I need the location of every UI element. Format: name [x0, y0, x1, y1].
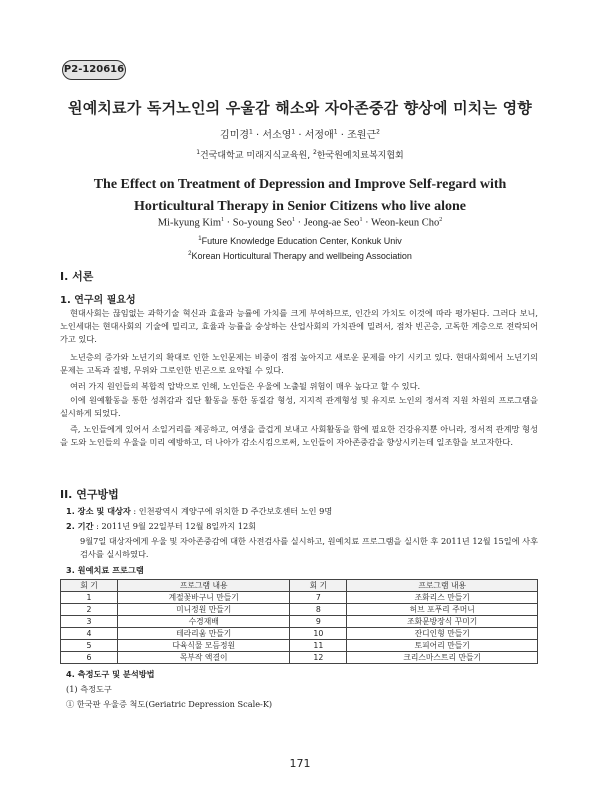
affil-en-1-sup: 1: [198, 236, 202, 242]
program-content: 테라리움 만들기: [118, 628, 290, 640]
author-4-sup: 2: [376, 128, 380, 136]
methods-item-2-label: 2. 기간: [66, 521, 94, 531]
methods-item-1: [66, 505, 332, 518]
table-row: [61, 604, 538, 616]
korean-authors: [0, 126, 600, 141]
table-row: [61, 592, 538, 604]
affil-2: 한국원예치료복지협회: [316, 151, 404, 161]
affil-en-2: Korean Horticultural Therapy and wellbeing Association: [191, 251, 412, 261]
author-en-4: Weon-keun Cho: [371, 217, 440, 229]
header-session-1: 회 기: [61, 580, 118, 592]
section-methods-heading: II. 연구방법: [60, 488, 119, 501]
affil-1-sup: 1: [196, 149, 201, 156]
program-content: 조화리스 만들기: [347, 592, 538, 604]
program-table: [60, 579, 538, 664]
author-en-4-sup: 2: [439, 217, 443, 223]
program-content: 잔디인형 만들기: [347, 628, 538, 640]
intro-paragraph-5: 즉, 노인들에게 있어서 소일거리를 제공하고, 여생을 즐겁게 보내고 사회활동을 함에 필요한 건강유지뿐 아니라, 정서적 관계망 형성을 도와 노인들의 우울을 미리 예방하고, 더 나아가 감소시킴으로써, 노인들이 자아존중감을 향상시키는데 일조함을 보고자한다.: [60, 424, 538, 447]
section-intro-heading: I. 서론: [60, 270, 94, 283]
paper-code-badge: P2-120616: [62, 60, 126, 80]
author-3: 서정애: [304, 130, 334, 141]
session-number: 1: [61, 592, 118, 604]
author-separator: ·: [224, 217, 233, 229]
program-content: 다육식물 모듬정원: [118, 640, 290, 652]
korean-affiliations: [0, 148, 600, 161]
english-title: [0, 174, 600, 218]
korean-title: 원예치료가 독거노인의 우울감 해소와 자아존중감 향상에 미치는 영향: [68, 99, 532, 117]
author-en-3: Jeong-ae Seo: [303, 217, 360, 229]
table-header-row: [61, 580, 538, 592]
affil-1: 건국대학교 미래지식교육원,: [200, 151, 311, 161]
methods-item-1-label: 1. 장소 및 대상자: [66, 506, 131, 516]
methods-item-4-sub-2: ① 한국판 우울증 척도(Geriatric Depression Scale-K): [66, 699, 273, 709]
subsection-necessity-heading: 1. 연구의 필요성: [60, 295, 136, 306]
session-number: 8: [290, 604, 347, 616]
session-number: 9: [290, 616, 347, 628]
table-row: [61, 628, 538, 640]
affil-2-sup: 2: [312, 149, 317, 156]
session-number: 12: [290, 652, 347, 664]
methods-item-4-sub-1: (1) 측정도구: [66, 684, 112, 694]
session-number: 5: [61, 640, 118, 652]
author-separator: ·: [362, 217, 371, 229]
author-en-2-sup: 1: [291, 217, 295, 223]
author-separator: ·: [337, 130, 348, 141]
author-en-2: So-young Seo: [232, 217, 292, 229]
session-number: 11: [290, 640, 347, 652]
english-title-line-2: Horticultural Therapy in Senior Citizens who live alone: [134, 199, 466, 214]
author-1-sup: 1: [249, 128, 253, 136]
author-en-1: Mi-kyung Kim: [157, 217, 222, 229]
author-separator: ·: [294, 217, 304, 229]
methods-item-2: [66, 520, 256, 533]
methods-item-3-label: 3. 원예치료 프로그램: [66, 565, 144, 575]
program-content: 허브 포푸리 주머니: [347, 604, 538, 616]
author-1: 김미경: [220, 130, 250, 141]
intro-paragraph-2: 노년층의 증가와 노년기의 확대로 인한 노인문제는 비중이 점점 높아지고 새로운 문제를 야기 시키고 있다. 현대사회에서 노년기의 문제는 고독과 질병, 무위와 그로인한 빈곤으로 요약될 수 있다.: [60, 352, 538, 375]
session-number: 4: [61, 628, 118, 640]
methods-item-2-text: : 2011년 9월 22일부터 12월 8일까지 12회: [93, 521, 257, 531]
affil-en-1: Future Knowledge Education Center, Konkuk Univ: [201, 236, 402, 246]
table-row: [61, 652, 538, 664]
session-number: 3: [61, 616, 118, 628]
methods-item-2-desc: 9월7일 대상자에게 우울 및 자아존중감에 대한 사전검사를 실시하고, 원예치료 프로그램을 실시한 후 2011년 12월 15일에 사후검사를 실시하였다.: [80, 536, 538, 559]
session-number: 2: [61, 604, 118, 616]
methods-item-4: [66, 668, 155, 681]
author-3-sup: 1: [333, 128, 338, 136]
english-title-line-1: The Effect on Treatment of Depression and Improve Self-regard with: [93, 177, 507, 192]
program-content: 조화문방장식 꾸미기: [347, 616, 538, 628]
program-content: 수경재배: [118, 616, 290, 628]
intro-paragraph-1: 현대사회는 끊임없는 과학기술 혁신과 효율과 능률에 가치를 크게 부여하므로, 인간의 가치도 이것에 따라 평가된다. 그러다 보니, 노인세대는 현대사회의 기술에 밀리고, 효율과 능률을 숭상하는 산업사회의 가치관에 밀려서, 점차 빈곤층, 고독한 계층으로 전락되어가고 있다.: [60, 308, 538, 344]
session-number: 7: [290, 592, 347, 604]
author-en-3-sup: 1: [359, 217, 363, 223]
page-number: 171: [289, 757, 311, 770]
program-content: 목부작 액결이: [118, 652, 290, 664]
header-content-2: 프로그램 내용: [347, 580, 538, 592]
intro-paragraph-4: 이에 원예활동을 통한 성취감과 집단 활동을 통한 동질감 형성, 지지적 관계형성 및 유지로 노인의 정서적 지원 차원의 프로그램을 실시하게 되었다.: [60, 395, 538, 418]
author-2: 서소영: [262, 130, 292, 141]
header-content-1: 프로그램 내용: [118, 580, 290, 592]
author-separator: ·: [252, 130, 263, 141]
header-session-2: 회 기: [290, 580, 347, 592]
program-content: 미니정원 만들기: [118, 604, 290, 616]
author-2-sup: 1: [291, 128, 296, 136]
english-authors: [0, 217, 600, 229]
affil-en-2-sup: 2: [188, 251, 192, 257]
methods-item-3: [66, 564, 144, 577]
author-en-1-sup: 1: [221, 217, 225, 223]
session-number: 6: [61, 652, 118, 664]
program-content: 토피어리 만들기: [347, 640, 538, 652]
methods-item-4-label: 4. 측정도구 및 분석방법: [66, 669, 155, 679]
program-content: 계절꽃바구니 만들기: [118, 592, 290, 604]
program-content: 크리스마스트리 만들기: [347, 652, 538, 664]
author-4: 조원근: [347, 130, 377, 141]
table-row: [61, 640, 538, 652]
intro-paragraph-3: 여러 가지 원인들의 복합적 압박으로 인해, 노인들은 우울에 노출될 위험이 매우 높다고 할 수 있다.: [70, 381, 421, 391]
table-row: [61, 616, 538, 628]
english-affiliations: [0, 233, 600, 263]
methods-item-1-text: : 인천광역시 계양구에 위치한 D 주간보호센터 노인 9명: [130, 506, 333, 516]
author-separator: ·: [295, 130, 305, 141]
session-number: 10: [290, 628, 347, 640]
